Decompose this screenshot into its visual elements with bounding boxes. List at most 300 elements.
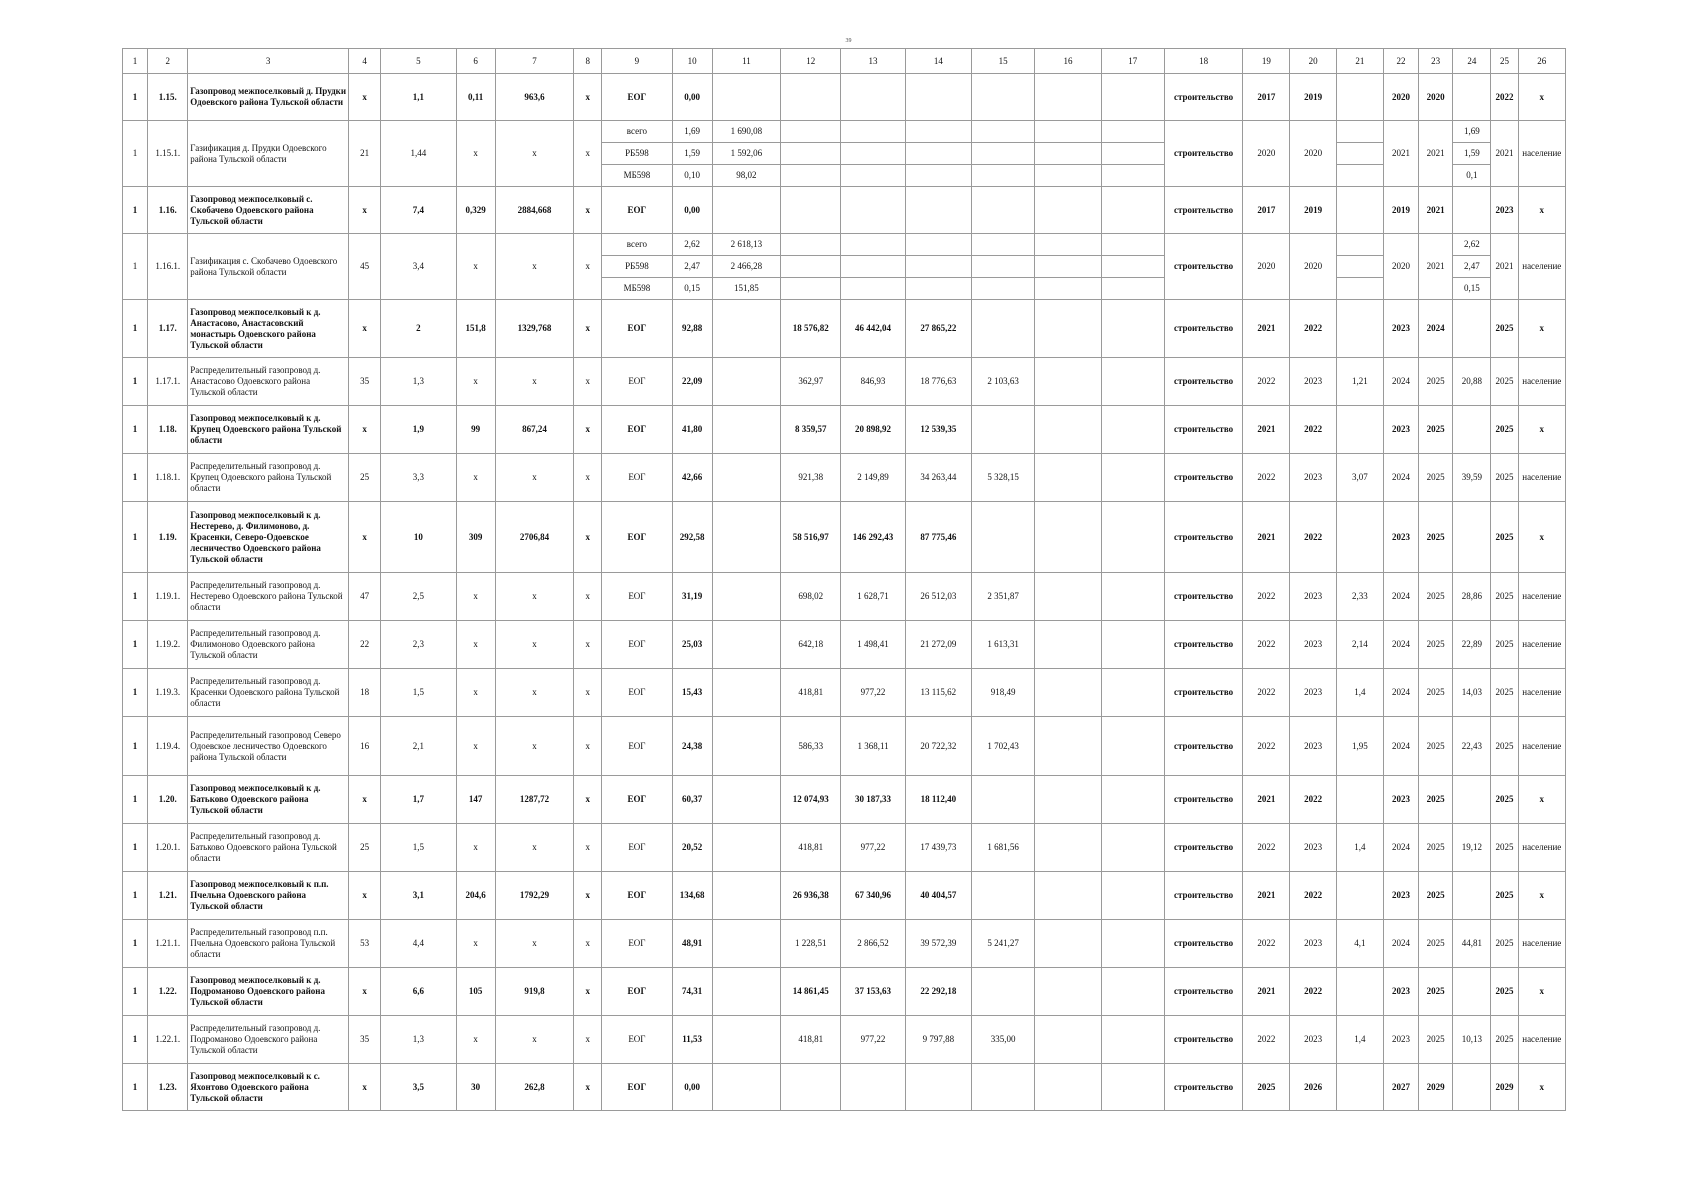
table-cell: х (574, 234, 602, 300)
table-cell: 2022 (1243, 573, 1290, 621)
table-cell: строительство (1164, 573, 1242, 621)
table-cell: 2024 (1383, 454, 1418, 502)
table-cell (1336, 776, 1383, 824)
table-cell: 2025 (1419, 776, 1453, 824)
item-name: Газопровод межпоселковый к д. Подроманово Одоевского района Тульской области (188, 968, 349, 1016)
table-cell: 10,13 (1453, 1016, 1491, 1064)
table-cell (1101, 143, 1164, 165)
table-cell: 20,52 (672, 824, 712, 872)
table-cell: ЕОГ (602, 872, 672, 920)
table-cell (841, 121, 905, 143)
column-header: 1 (123, 49, 148, 74)
table-cell: строительство (1164, 968, 1242, 1016)
table-cell (1035, 1064, 1101, 1111)
table-cell: х (574, 669, 602, 717)
item-name: Распределительный газопровод д. Батьково Одоевского района Тульской области (188, 824, 349, 872)
table-cell: 2025 (1491, 502, 1518, 573)
table-cell: 1,21 (1336, 358, 1383, 406)
table-cell: 977,22 (841, 1016, 905, 1064)
table-row (123, 669, 1566, 717)
table-cell: 1 628,71 (841, 573, 905, 621)
table-cell: 1 702,43 (971, 717, 1034, 776)
table-cell: 2017 (1243, 187, 1290, 234)
table-cell: 2023 (1290, 669, 1336, 717)
column-header: 6 (456, 49, 495, 74)
table-cell: 18 112,40 (905, 776, 971, 824)
table-cell: 3,3 (381, 454, 456, 502)
table-cell: 2,3 (381, 621, 456, 669)
table-cell: 2 149,89 (841, 454, 905, 502)
table-cell: 2025 (1419, 502, 1453, 573)
column-header: 4 (349, 49, 381, 74)
table-cell: 292,58 (672, 502, 712, 573)
table-cell (841, 256, 905, 278)
table-cell: строительство (1164, 454, 1242, 502)
table-cell: 2021 (1383, 121, 1418, 187)
table-cell: 21 272,09 (905, 621, 971, 669)
table-cell (1035, 872, 1101, 920)
table-cell: 35 (349, 1016, 381, 1064)
table-cell: 2026 (1290, 1064, 1336, 1111)
table-cell: 0,00 (672, 74, 712, 121)
table-cell: х (1518, 776, 1565, 824)
table-cell (712, 968, 780, 1016)
table-cell (781, 143, 841, 165)
table-row (123, 824, 1566, 872)
item-number: 1.22. (148, 968, 188, 1016)
table-cell: х (456, 358, 495, 406)
table-cell (1336, 256, 1383, 278)
item-number: 1.19.2. (148, 621, 188, 669)
table-cell: 4,4 (381, 920, 456, 968)
table-cell: 262,8 (495, 1064, 573, 1111)
item-name: Газопровод межпоселковый к с. Яхонтово Одоевского района Тульской области (188, 1064, 349, 1111)
table-cell (712, 187, 780, 234)
table-cell (971, 406, 1034, 454)
table-cell (1035, 920, 1101, 968)
table-cell: 2029 (1419, 1064, 1453, 1111)
table-cell: 58 516,97 (781, 502, 841, 573)
table-cell: х (495, 573, 573, 621)
table-cell: 2021 (1243, 502, 1290, 573)
table-cell (1035, 143, 1101, 165)
item-name: Газопровод межпоселковый к п.п. Пчельна Одоевского района Тульской области (188, 872, 349, 920)
table-cell: 92,88 (672, 300, 712, 358)
table-cell: х (495, 234, 573, 300)
table-cell: 25 (349, 454, 381, 502)
table-cell: 2021 (1419, 187, 1453, 234)
table-cell: 2025 (1419, 669, 1453, 717)
table-cell: 2025 (1419, 573, 1453, 621)
table-cell: 42,66 (672, 454, 712, 502)
table-cell (971, 256, 1034, 278)
table-cell: 2021 (1243, 968, 1290, 1016)
table-cell (1035, 74, 1101, 121)
table-cell (1035, 1016, 1101, 1064)
table-cell: 19,12 (1453, 824, 1491, 872)
table-cell: х (1518, 502, 1565, 573)
level-cell: 1 (123, 187, 148, 234)
table-cell (971, 502, 1034, 573)
column-header: 8 (574, 49, 602, 74)
table-cell: х (495, 358, 573, 406)
table-cell (781, 234, 841, 256)
item-number: 1.17.1. (148, 358, 188, 406)
table-cell: 2023 (1383, 776, 1418, 824)
table-cell: 2706,84 (495, 502, 573, 573)
table-cell: 2025 (1419, 717, 1453, 776)
table-cell: 1,1 (381, 74, 456, 121)
table-cell: 26 936,38 (781, 872, 841, 920)
table-cell: 2021 (1491, 121, 1518, 187)
table-cell: 20,88 (1453, 358, 1491, 406)
table-row (123, 968, 1566, 1016)
table-cell: 1,44 (381, 121, 456, 187)
column-header: 18 (1164, 49, 1242, 74)
funding-source: МБ598 (602, 278, 672, 300)
table-row (123, 358, 1566, 406)
table-cell: 2024 (1419, 300, 1453, 358)
page-number: 39 (845, 38, 852, 44)
table-cell: 37 153,63 (841, 968, 905, 1016)
item-number: 1.21. (148, 872, 188, 920)
table-cell (1035, 502, 1101, 573)
table-cell: 2023 (1290, 454, 1336, 502)
table-cell: 2 466,28 (712, 256, 780, 278)
table-cell: 1,7 (381, 776, 456, 824)
column-header: 24 (1453, 49, 1491, 74)
table-cell: 2024 (1383, 573, 1418, 621)
table-cell: ЕОГ (602, 621, 672, 669)
table-cell: х (349, 502, 381, 573)
column-header: 12 (781, 49, 841, 74)
table-cell: 0,11 (456, 74, 495, 121)
table-cell: 0,15 (672, 278, 712, 300)
table-cell (841, 278, 905, 300)
table-row (123, 300, 1566, 358)
table-cell: х (574, 717, 602, 776)
table-cell: 25,03 (672, 621, 712, 669)
table-cell (905, 121, 971, 143)
item-number: 1.18.1. (148, 454, 188, 502)
table-cell: 22,89 (1453, 621, 1491, 669)
table-cell: 2023 (1383, 502, 1418, 573)
table-cell: 1,5 (381, 669, 456, 717)
level-cell: 1 (123, 920, 148, 968)
table-cell: 2025 (1419, 872, 1453, 920)
table-cell (1336, 121, 1383, 143)
table-cell: х (1518, 872, 1565, 920)
table-cell (712, 454, 780, 502)
table-cell: 2025 (1491, 358, 1518, 406)
table-cell: 147 (456, 776, 495, 824)
table-cell: 2020 (1290, 121, 1336, 187)
table-cell: 2025 (1419, 824, 1453, 872)
table-cell (712, 300, 780, 358)
table-cell (1035, 968, 1101, 1016)
column-header: 20 (1290, 49, 1336, 74)
table-cell: 12 539,35 (905, 406, 971, 454)
table-cell: 2025 (1491, 621, 1518, 669)
table-cell: х (495, 920, 573, 968)
table-cell: 2025 (1491, 717, 1518, 776)
table-cell (905, 278, 971, 300)
table-cell: х (574, 502, 602, 573)
table-cell: 2025 (1491, 824, 1518, 872)
table-cell (971, 300, 1034, 358)
table-cell: ЕОГ (602, 502, 672, 573)
table-cell: х (574, 1064, 602, 1111)
table-cell: 5 241,27 (971, 920, 1034, 968)
item-number: 1.19. (148, 502, 188, 573)
table-cell: 2019 (1290, 187, 1336, 234)
item-name: Распределительный газопровод д. Анастасово Одоевского района Тульской области (188, 358, 349, 406)
table-cell (1035, 776, 1101, 824)
table-cell: 3,1 (381, 872, 456, 920)
table-cell: 30 187,33 (841, 776, 905, 824)
table-cell: 963,6 (495, 74, 573, 121)
table-cell (712, 358, 780, 406)
table-cell: х (574, 406, 602, 454)
level-cell: 1 (123, 358, 148, 406)
table-cell: 918,49 (971, 669, 1034, 717)
table-cell: 26 512,03 (905, 573, 971, 621)
table-cell: 204,6 (456, 872, 495, 920)
table-cell: х (574, 454, 602, 502)
table-cell: 39,59 (1453, 454, 1491, 502)
column-header: 14 (905, 49, 971, 74)
table-row (123, 872, 1566, 920)
table-cell: х (456, 1016, 495, 1064)
table-row (123, 74, 1566, 121)
table-cell (1336, 165, 1383, 187)
table-cell: х (574, 920, 602, 968)
table-cell (1453, 187, 1491, 234)
table-cell: 1329,768 (495, 300, 573, 358)
table-cell (1101, 824, 1164, 872)
table-cell: строительство (1164, 300, 1242, 358)
table-cell: х (495, 1016, 573, 1064)
table-cell (841, 1064, 905, 1111)
table-cell: ЕОГ (602, 1016, 672, 1064)
table-row (123, 121, 1566, 143)
table-cell: 2025 (1491, 573, 1518, 621)
table-cell (1101, 920, 1164, 968)
level-cell: 1 (123, 406, 148, 454)
level-cell: 1 (123, 872, 148, 920)
table-cell (1101, 358, 1164, 406)
table-row (123, 187, 1566, 234)
item-name: Распределительный газопровод Северо Одоевское лесничество Одоевского района Тульской области (188, 717, 349, 776)
item-number: 1.19.3. (148, 669, 188, 717)
table-cell: 11,53 (672, 1016, 712, 1064)
table-cell: 2021 (1243, 300, 1290, 358)
table-cell: 2023 (1383, 1016, 1418, 1064)
table-cell: 2022 (1491, 74, 1518, 121)
table-cell: 2025 (1419, 358, 1453, 406)
table-cell: 2022 (1243, 669, 1290, 717)
table-cell (1336, 187, 1383, 234)
column-header: 19 (1243, 49, 1290, 74)
table-cell: 2,5 (381, 573, 456, 621)
table-cell (971, 143, 1034, 165)
table-cell: ЕОГ (602, 573, 672, 621)
table-cell (1035, 165, 1101, 187)
table-cell: 2,47 (1453, 256, 1491, 278)
table-cell: х (349, 872, 381, 920)
table-cell: 12 074,93 (781, 776, 841, 824)
table-cell (1453, 74, 1491, 121)
table-cell: 2024 (1383, 621, 1418, 669)
table-cell (1101, 121, 1164, 143)
table-cell: 53 (349, 920, 381, 968)
table-cell: 21 (349, 121, 381, 187)
item-name: Распределительный газопровод д. Нестерево Одоевского района Тульской области (188, 573, 349, 621)
table-cell: 2,33 (1336, 573, 1383, 621)
table-cell (781, 74, 841, 121)
table-cell (712, 824, 780, 872)
table-cell (905, 165, 971, 187)
table-cell: 5 328,15 (971, 454, 1034, 502)
table-cell: 2022 (1290, 300, 1336, 358)
table-cell: 2 103,63 (971, 358, 1034, 406)
table-row (123, 502, 1566, 573)
table-cell: 1 228,51 (781, 920, 841, 968)
table-cell: 1,95 (1336, 717, 1383, 776)
table-cell (1035, 717, 1101, 776)
table-cell: 2023 (1290, 573, 1336, 621)
table-cell (971, 872, 1034, 920)
table-cell (971, 278, 1034, 300)
column-header: 7 (495, 49, 573, 74)
table-cell: 1,59 (1453, 143, 1491, 165)
table-cell: х (349, 74, 381, 121)
level-cell: 1 (123, 1064, 148, 1111)
table-cell: 2020 (1419, 74, 1453, 121)
table-cell: 2,62 (672, 234, 712, 256)
table-cell: х (574, 300, 602, 358)
table-cell: 0,1 (1453, 165, 1491, 187)
table-cell: 309 (456, 502, 495, 573)
table-cell: строительство (1164, 1064, 1242, 1111)
level-cell: 1 (123, 74, 148, 121)
level-cell: 1 (123, 502, 148, 573)
table-cell: 2 351,87 (971, 573, 1034, 621)
column-header: 21 (1336, 49, 1383, 74)
table-cell (905, 234, 971, 256)
table-cell (1336, 872, 1383, 920)
column-header: 2 (148, 49, 188, 74)
table-cell: х (574, 573, 602, 621)
table-cell (841, 187, 905, 234)
table-cell: 6,6 (381, 968, 456, 1016)
table-row (123, 776, 1566, 824)
table-cell (841, 234, 905, 256)
funding-source: МБ598 (602, 165, 672, 187)
table-cell: 2023 (1290, 1016, 1336, 1064)
table-cell: х (1518, 300, 1565, 358)
item-number: 1.23. (148, 1064, 188, 1111)
table-cell: 2021 (1419, 234, 1453, 300)
table-cell (1101, 717, 1164, 776)
table-cell (1101, 74, 1164, 121)
table-cell: х (456, 621, 495, 669)
item-name: Газопровод межпоселковый к д. Нестерево, д. Филимоново, д. Красенки, Северо-Одоевское лесничество Одоевского района Тульской области (188, 502, 349, 573)
table-cell (781, 121, 841, 143)
table-cell: 2020 (1383, 234, 1418, 300)
table-cell: ЕОГ (602, 74, 672, 121)
table-cell (1035, 358, 1101, 406)
table-cell: 2022 (1290, 968, 1336, 1016)
table-cell: 2017 (1243, 74, 1290, 121)
table-cell: 46 442,04 (841, 300, 905, 358)
column-header: 9 (602, 49, 672, 74)
table-cell: 2025 (1491, 669, 1518, 717)
table-cell: 0,10 (672, 165, 712, 187)
item-number: 1.21.1. (148, 920, 188, 968)
table-cell (1035, 187, 1101, 234)
table-cell: 2019 (1383, 187, 1418, 234)
table-cell: х (574, 121, 602, 187)
table-cell (1101, 1016, 1164, 1064)
table-cell: 22 292,18 (905, 968, 971, 1016)
table-cell (971, 74, 1034, 121)
item-name: Распределительный газопровод д. Красенки Одоевского района Тульской области (188, 669, 349, 717)
table-cell: ЕОГ (602, 1064, 672, 1111)
item-name: Газопровод межпоселковый к д. Анастасово, Анастасовский монастырь Одоевского района Тульской области (188, 300, 349, 358)
table-cell: ЕОГ (602, 300, 672, 358)
table-cell (1035, 406, 1101, 454)
table-cell: х (456, 454, 495, 502)
table-cell: строительство (1164, 824, 1242, 872)
table-cell: 846,93 (841, 358, 905, 406)
table-row (123, 717, 1566, 776)
table-cell (781, 187, 841, 234)
table-cell (712, 920, 780, 968)
table-cell: 7,4 (381, 187, 456, 234)
table-cell: 2024 (1383, 824, 1418, 872)
item-name: Газопровод межпоселковый к д. Батьково Одоевского района Тульской области (188, 776, 349, 824)
table-cell: 9 797,88 (905, 1016, 971, 1064)
table-cell: 2,62 (1453, 234, 1491, 256)
table-cell: 2025 (1491, 872, 1518, 920)
item-name: Газификация д. Прудки Одоевского района Тульской области (188, 121, 349, 187)
table-cell (1101, 1064, 1164, 1111)
table-cell (1035, 300, 1101, 358)
table-cell: 418,81 (781, 669, 841, 717)
table-cell: 1792,29 (495, 872, 573, 920)
table-cell: 2023 (1290, 824, 1336, 872)
item-number: 1.19.4. (148, 717, 188, 776)
table-cell: 867,24 (495, 406, 573, 454)
table-cell (841, 74, 905, 121)
table-cell (1035, 278, 1101, 300)
table-cell: х (574, 1016, 602, 1064)
table-cell: 28,86 (1453, 573, 1491, 621)
table-cell: 1,4 (1336, 669, 1383, 717)
table-cell: 98,02 (712, 165, 780, 187)
table-cell (1035, 621, 1101, 669)
table-cell (905, 143, 971, 165)
item-number: 1.16. (148, 187, 188, 234)
table-cell: население (1518, 121, 1565, 187)
table-row (123, 920, 1566, 968)
table-cell (905, 256, 971, 278)
table-cell: 2025 (1419, 406, 1453, 454)
table-cell: х (495, 621, 573, 669)
table-cell: 25 (349, 824, 381, 872)
table-cell (1035, 669, 1101, 717)
